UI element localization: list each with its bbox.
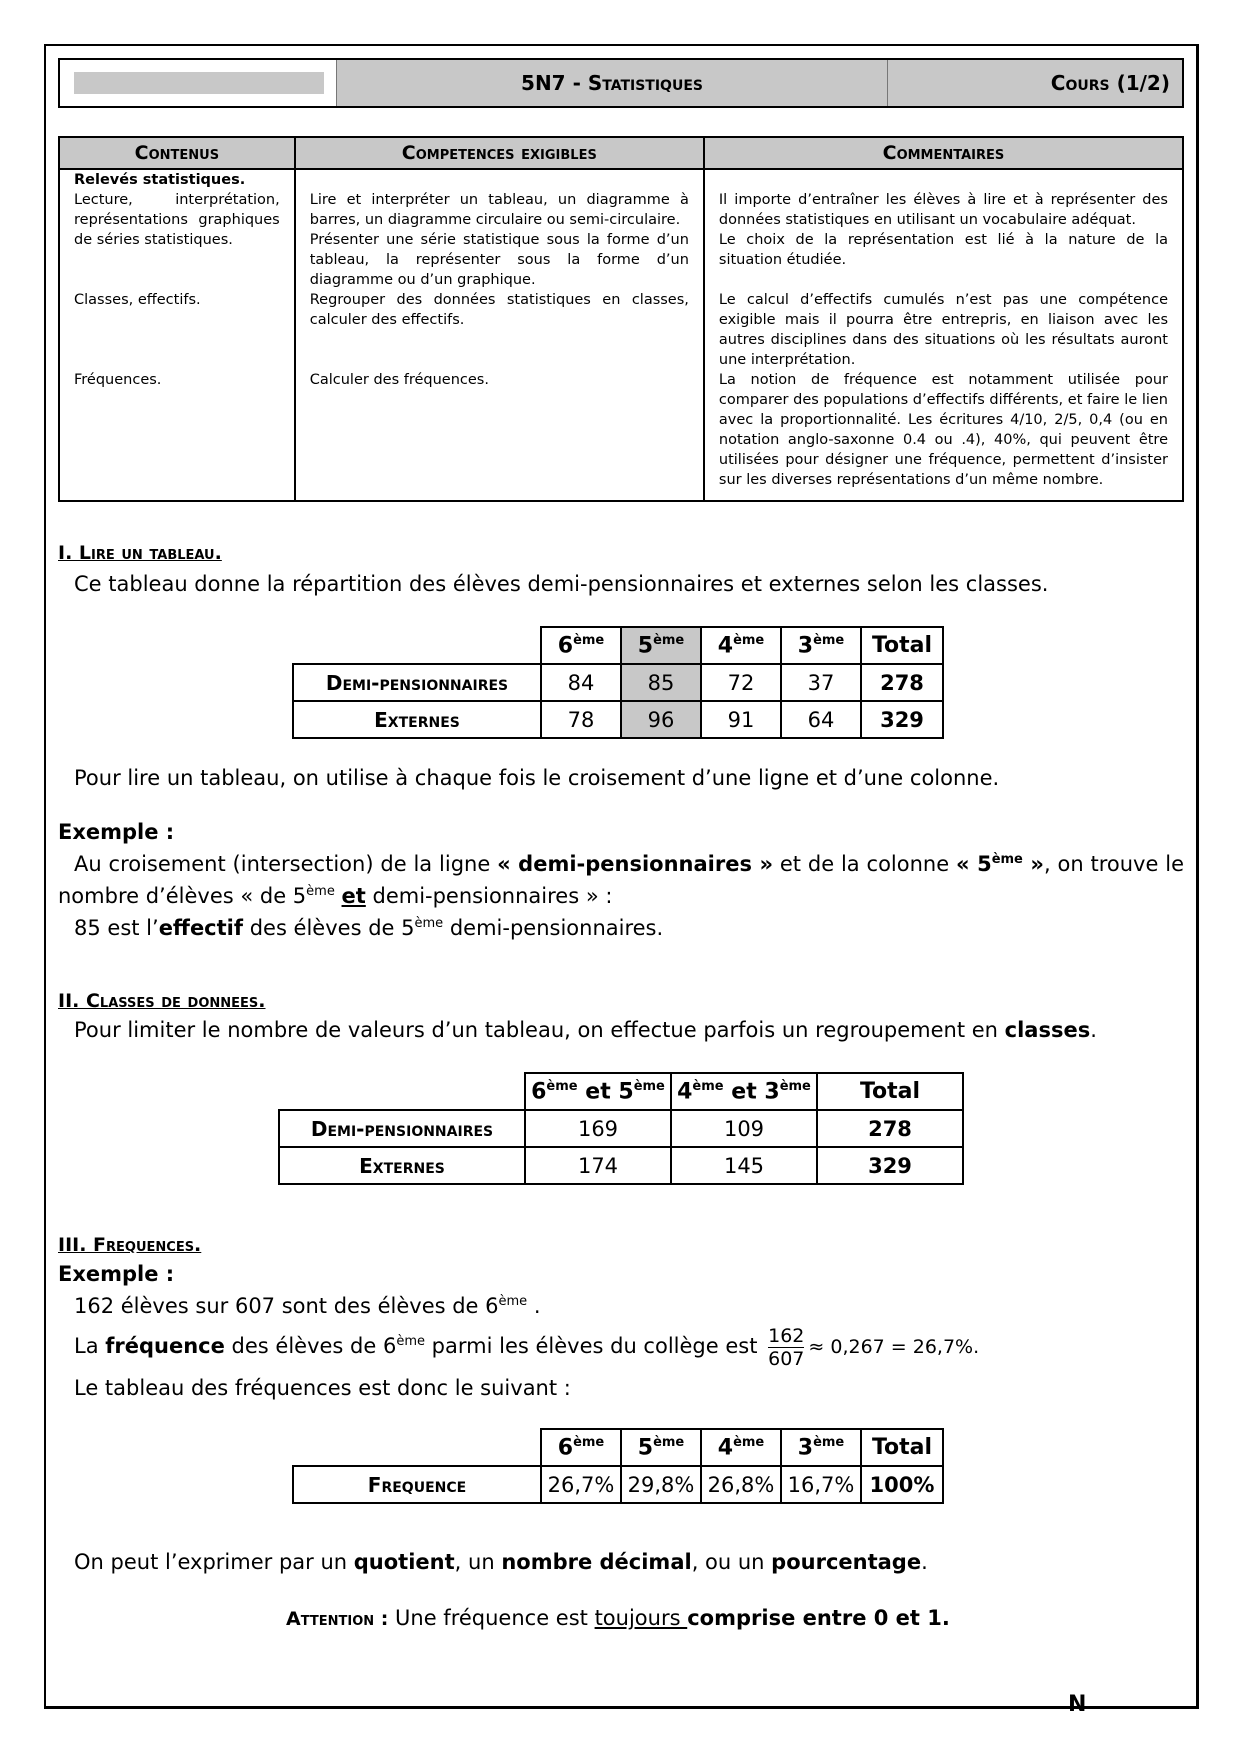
freq-example-line2: La fréquence des élèves de 6ème parmi les élèves du collège est $\frac{162}{607}$ ≈ 0,267 = 26,7%. bbox=[74, 1324, 980, 1370]
table-classes bbox=[278, 1072, 964, 1185]
table-total: 329 bbox=[861, 701, 943, 738]
attention-note: Attention : Une fréquence est toujours comprise entre 0 et 1. bbox=[286, 1606, 950, 1630]
competences-cell bbox=[295, 169, 704, 501]
col-header: 3ème bbox=[781, 1429, 861, 1466]
table-effectifs bbox=[292, 626, 944, 739]
competence-item: Regrouper des données statistiques en classes, calculer des effectifs. bbox=[309, 292, 689, 328]
doc-type: Cours (1/2) bbox=[887, 60, 1182, 106]
row-label: Externes bbox=[293, 701, 541, 738]
col-header: 4ème bbox=[701, 1429, 781, 1466]
contenus-heading: Relevés statistiques. bbox=[74, 172, 246, 188]
page-header bbox=[58, 58, 1184, 108]
contenus-item: Fréquences. bbox=[74, 372, 162, 388]
comment-item: Le calcul d’effectifs cumulés n’est pas une compétence exigible mais il pourra être entrepris, en liaison avec les autres disciplines dans des situations où les résultats auront une interprétation. bbox=[718, 292, 1168, 368]
header-contenus: Contenus bbox=[59, 137, 295, 169]
table-cell: 174 bbox=[525, 1147, 671, 1184]
table-cell: 16,7% bbox=[781, 1466, 861, 1503]
freq-example-line3: Le tableau des fréquences est donc le suivant : bbox=[74, 1376, 571, 1400]
section-2-intro: Pour limiter le nombre de valeurs d’un tableau, on effectue parfois un regroupement en classes. bbox=[74, 1018, 1097, 1042]
section-1-intro: Ce tableau donne la répartition des élèves demi-pensionnaires et externes selon les classes. bbox=[74, 572, 1049, 596]
table-cell: 78 bbox=[541, 701, 621, 738]
col-header-total: Total bbox=[861, 627, 943, 664]
table-cell: 37 bbox=[781, 664, 861, 701]
commentaires-cell bbox=[704, 169, 1183, 501]
header-competences: Competences exigibles bbox=[295, 137, 704, 169]
col-header: 5ème bbox=[621, 1429, 701, 1466]
row-label: Demi-pensionnaires bbox=[279, 1110, 525, 1147]
row-label: Frequence bbox=[293, 1466, 541, 1503]
contenus-cell bbox=[59, 169, 295, 501]
table-total: 329 bbox=[817, 1147, 963, 1184]
page-corner-mark: N bbox=[1068, 1692, 1087, 1717]
table-cell: 96 bbox=[621, 701, 701, 738]
col-header: 4ème bbox=[701, 627, 781, 664]
comment-item: Le choix de la représentation est lié à la nature de la situation étudiée. bbox=[718, 232, 1168, 268]
header-commentaires: Commentaires bbox=[704, 137, 1183, 169]
table-cell: 26,7% bbox=[541, 1466, 621, 1503]
table-cell: 84 bbox=[541, 664, 621, 701]
table-cell: 145 bbox=[671, 1147, 817, 1184]
table-cell: 169 bbox=[525, 1110, 671, 1147]
col-header: 3ème bbox=[781, 627, 861, 664]
page-title: 5N7 - Statistiques bbox=[336, 60, 887, 106]
header-blank-cell bbox=[60, 60, 336, 106]
competence-item: Calculer des fréquences. bbox=[309, 372, 489, 388]
section-3-title: III. Frequences. bbox=[58, 1234, 202, 1256]
table-frequences bbox=[292, 1428, 944, 1504]
freq-example-line1: 162 élèves sur 607 sont des élèves de 6ème . bbox=[74, 1294, 541, 1318]
table-cell: 26,8% bbox=[701, 1466, 781, 1503]
comment-item: La notion de fréquence est notamment utilisée pour comparer des populations d’effectifs différents, et faire le lien avec la proportionnalité. Les écritures 4/10, 2/5, 0,4 (ou en notation anglo-saxonne 0.4 ou .4), 40%, qui peuvent être utilisées pour désigner une fréquence, permettent d’insister sur les diverses représentations d’un même nombre. bbox=[718, 372, 1168, 488]
example-text: Au croisement (intersection) de la ligne « demi-pensionnaires » et de la colonne « 5ème », on trouve le nombre d’élèves « de 5ème et demi-pensionnaires » : 85 est l’effectif des élèves de 5ème demi-pensionnaires. bbox=[58, 852, 1184, 940]
row-label: Demi-pensionnaires bbox=[293, 664, 541, 701]
col-header-total: Total bbox=[817, 1073, 963, 1110]
competence-item: Lire et interpréter un tableau, un diagramme à barres, un diagramme circulaire ou semi-circulaire. bbox=[309, 192, 689, 228]
table-cell: 85 bbox=[621, 664, 701, 701]
col-header-total: Total bbox=[861, 1429, 943, 1466]
table-total: 278 bbox=[817, 1110, 963, 1147]
table-total: 100% bbox=[861, 1466, 943, 1503]
competence-item: Présenter une série statistique sous la forme d’un tableau, la représenter sous la forme d’un diagramme ou d’un graphique. bbox=[309, 232, 689, 288]
example-label: Exemple : bbox=[58, 1262, 175, 1286]
table-total: 278 bbox=[861, 664, 943, 701]
example-label: Exemple : bbox=[58, 820, 175, 844]
programme-table bbox=[58, 136, 1184, 502]
col-header: 6ème bbox=[541, 1429, 621, 1466]
contenus-item: Classes, effectifs. bbox=[74, 292, 201, 308]
section-1-title: I. Lire un tableau. bbox=[58, 542, 222, 564]
express-text: On peut l’exprimer par un quotient, un nombre décimal, ou un pourcentage. bbox=[74, 1550, 928, 1574]
table-cell: 91 bbox=[701, 701, 781, 738]
col-header: 6ème et 5ème bbox=[525, 1073, 671, 1110]
fraction: $\frac{162}{607}$ bbox=[768, 1324, 805, 1370]
comment-item: Il importe d’entraîner les élèves à lire et à représenter des données statistiques en utilisant un vocabulaire adéquat. bbox=[718, 192, 1168, 228]
table-cell: 72 bbox=[701, 664, 781, 701]
contenus-item: Lecture, interprétation, représentations graphiques de séries statistiques. bbox=[74, 192, 280, 248]
col-header: 6ème bbox=[541, 627, 621, 664]
section-2-title: II. Classes de donnees. bbox=[58, 990, 266, 1012]
row-label: Externes bbox=[279, 1147, 525, 1184]
table-cell: 109 bbox=[671, 1110, 817, 1147]
table-cell: 64 bbox=[781, 701, 861, 738]
reading-rule: Pour lire un tableau, on utilise à chaque fois le croisement d’une ligne et d’une colonne. bbox=[74, 766, 1000, 790]
table-cell: 29,8% bbox=[621, 1466, 701, 1503]
col-header: 4ème et 3ème bbox=[671, 1073, 817, 1110]
col-header: 5ème bbox=[621, 627, 701, 664]
